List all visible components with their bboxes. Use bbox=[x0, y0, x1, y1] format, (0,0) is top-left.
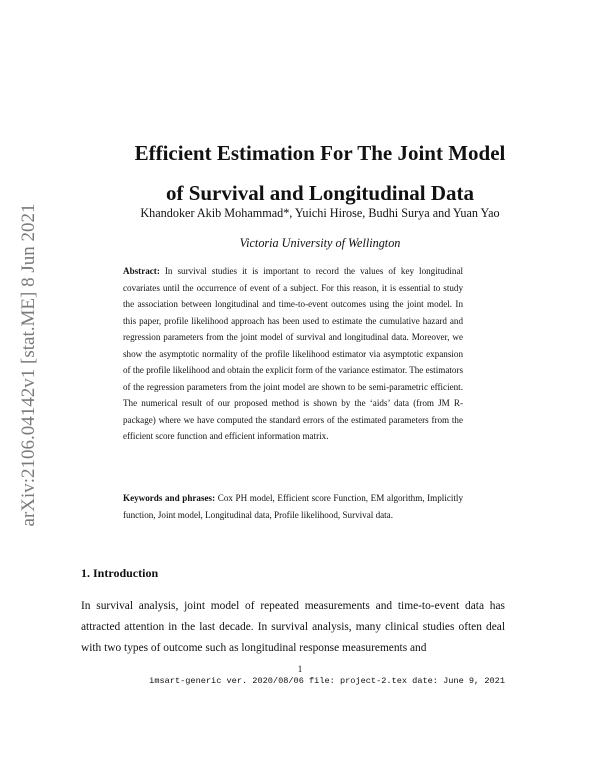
title-line-1: Efficient Estimation For The Joint Model bbox=[134, 141, 506, 165]
introduction-paragraph: In survival analysis, joint model of repeated measurements and time-to-event data has attracted attention in the last decade. In survival analysis, many clinical studies often deal with two types of outcome such as longitudinal response measurements and bbox=[81, 600, 505, 654]
arxiv-identifier[interactable]: arXiv:2106.04142v1 [stat.ME] 8 Jun 2021 bbox=[18, 203, 39, 527]
abstract-label: Abstract: bbox=[123, 266, 160, 276]
page-number: 1 bbox=[297, 664, 303, 674]
page-footer: imsart-generic ver. 2020/08/06 file: project-2.tex date: June 9, 2021 bbox=[149, 676, 505, 686]
title-line-2: of Survival and Longitudinal Data bbox=[165, 181, 475, 205]
keywords-text: Cox PH model, Efficient score Function, EM algorithm, Implicitly function, Joint model, Longitudinal data, Profile likelihood, Survival data. bbox=[123, 493, 464, 520]
section-heading-introduction: 1. Introduction bbox=[81, 566, 159, 580]
author-list: Khandoker Akib Mohammad*, Yuichi Hirose, Budhi Surya and Yuan Yao bbox=[140, 206, 500, 220]
keywords bbox=[123, 490, 463, 523]
paper-title bbox=[40, 133, 600, 213]
abstract bbox=[123, 263, 463, 445]
affiliation: Victoria University of Wellington bbox=[239, 236, 401, 250]
abstract-text: In survival studies it is important to record the values of key longitudinal covariates until the occurrence of event of a subject. For this reason, it is essential to study the association between longitudinal and time-to-event outcomes using the joint model. In this paper, profile likelihood approach has been used to estimate the cumulative hazard and regression parameters from the joint model of survival and longitudinal data. Moreover, we show the asymptotic normality of the profile likelihood estimator via asymptotic expansion of the profile likelihood and obtain the explicit form of the variance estimator. The estimators of the regression parameters from the joint model are shown to be semi-parametric efficient. The numerical result of our proposed method is shown by the ‘aids’ data (from JM R-package) where we have computed the standard errors of the estimated parameters from the efficient score function and efficient information matrix. bbox=[123, 266, 464, 441]
arxiv-sidebar bbox=[14, 0, 44, 776]
keywords-label: Keywords and phrases: bbox=[123, 493, 216, 503]
